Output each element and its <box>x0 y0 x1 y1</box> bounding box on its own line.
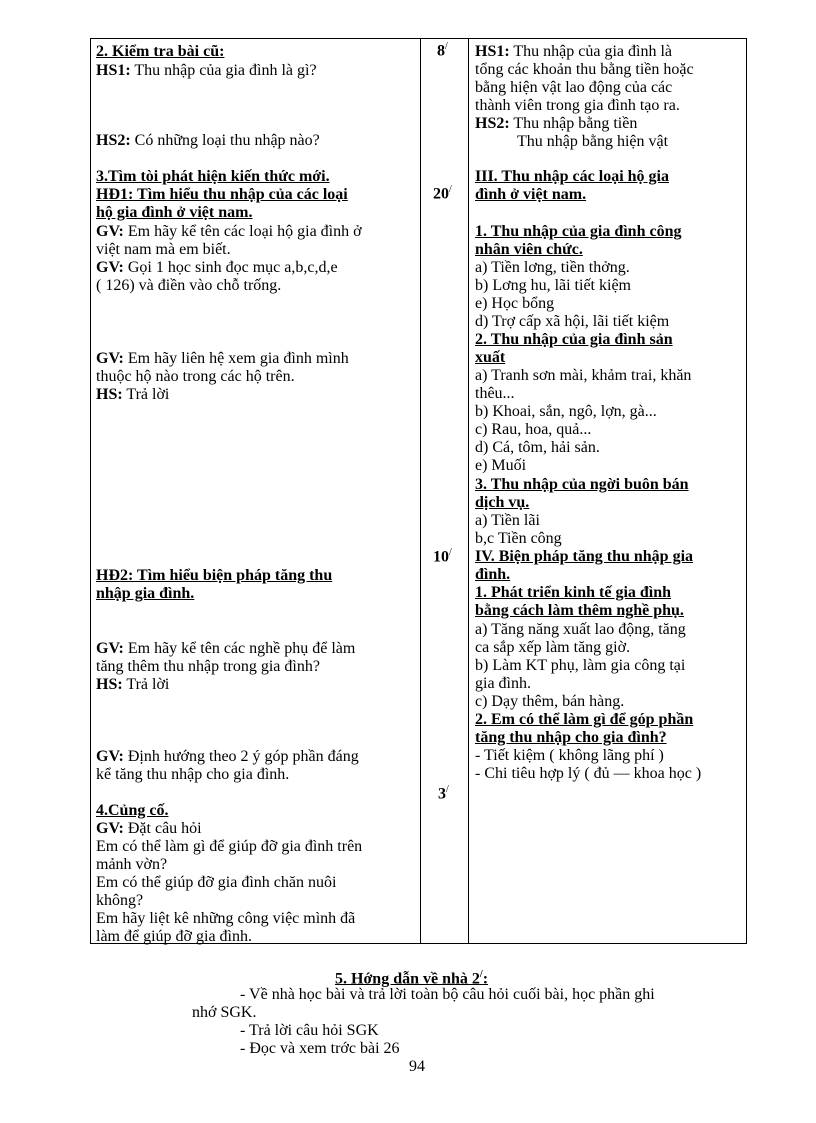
line-text: Thu nhập của gia đình là gì? <box>130 62 317 79</box>
subsection-heading: 2. Em có thể làm gì để góp phần <box>475 711 694 728</box>
section-heading: đình ở việt nam. <box>475 186 587 203</box>
speaker-label: HS2: <box>475 115 510 132</box>
time-value <box>433 184 452 203</box>
time-value <box>437 41 448 60</box>
text-line: không? <box>96 892 144 909</box>
answer-line <box>475 115 637 133</box>
teacher-line <box>96 640 355 658</box>
answer-line <box>475 43 672 61</box>
list-item: b) Lơng hu, lãi tiết kiệm <box>475 277 631 294</box>
list-item: a) Tiền lãi <box>475 512 540 529</box>
list-item: e) Học bổng <box>475 295 555 312</box>
homework-title-mark: / <box>479 969 483 980</box>
subsection-heading: dịch vụ. <box>475 494 530 511</box>
line-text: Em hãy kể tên các loại hộ gia đình ở <box>123 223 362 240</box>
subsection-heading: 1. Phát triển kinh tế gia đình <box>475 584 672 601</box>
line-text: Trả lời <box>122 676 170 693</box>
teacher-line <box>96 223 362 241</box>
subsection-heading: 1. Thu nhập của gia đình công <box>475 223 682 240</box>
list-item: b) Làm KT phụ, làm gia công tại <box>475 657 686 674</box>
text-line: thuộc hộ nào trong các hộ trên. <box>96 368 295 385</box>
page-number: 94 <box>409 1058 425 1075</box>
section-heading-discovery: 3.Tìm tòi phát hiện kiến thức mới. <box>96 168 330 185</box>
section-heading-review: 2. Kiểm tra bài cũ: <box>96 43 225 60</box>
column-divider-1 <box>420 38 421 944</box>
line-text: Đặt câu hỏi <box>123 820 202 837</box>
text-line: mảnh vờn? <box>96 856 168 873</box>
speaker-label: GV: <box>96 748 124 765</box>
homework-title-text: 5. Hớng dẫn về nhà 2 <box>335 970 480 988</box>
time-mark: / <box>449 547 452 558</box>
subsection-heading: tăng thu nhập cho gia đình? <box>475 729 667 746</box>
text-line: Em có thể giúp đỡ gia đình chăn nuôi <box>96 874 337 891</box>
time-number: 10 <box>433 548 449 566</box>
section-heading: đình. <box>475 566 511 583</box>
text-line: Thu nhập bằng hiện vật <box>517 133 669 150</box>
subsection-heading: 2. Thu nhập của gia đình sản <box>475 331 673 348</box>
subsection-heading: bằng cách làm thêm nghề phụ. <box>475 602 684 619</box>
list-item: d) Trợ cấp xã hội, lãi tiết kiệm <box>475 313 670 330</box>
activity-heading: nhập gia đình. <box>96 585 195 602</box>
homework-item: - Về nhà học bài và trả lời toàn bộ câu hỏi cuối bài, học phần ghi <box>240 986 655 1003</box>
section-heading-consolidation: 4.Củng cố. <box>96 802 169 819</box>
line-text: Em hãy liên hệ xem gia đình mình <box>123 350 349 367</box>
text-line: ( 126) và điền vào chỗ trống. <box>96 277 282 294</box>
line-text: Định hướng theo 2 ý góp phần đáng <box>123 748 359 765</box>
speaker-label: GV: <box>96 259 124 276</box>
time-mark: / <box>446 784 449 795</box>
text-line: việt nam mà em biết. <box>96 241 231 258</box>
list-item: a) Tiền lơng, tiền thởng. <box>475 259 630 276</box>
teacher-line <box>96 350 349 368</box>
text-line: làm để giúp đỡ gia đình. <box>96 928 252 945</box>
line-text: Em hãy kể tên các nghề phụ để làm <box>123 640 356 657</box>
activity-heading: hộ gia đình ở việt nam. <box>96 204 253 221</box>
time-number: 3 <box>438 785 446 803</box>
student-line <box>96 386 169 404</box>
homework-item-continued: nhớ SGK. <box>192 1004 257 1021</box>
column-divider-2 <box>468 38 469 944</box>
speaker-label: GV: <box>96 820 124 837</box>
text-line: bằng hiện vật lao động của các <box>475 79 673 96</box>
speaker-label: HS2: <box>96 132 131 149</box>
text-line: tăng thêm thu nhập trong gia đình? <box>96 658 320 675</box>
student-line <box>96 676 169 694</box>
homework-title-end: : <box>482 970 489 988</box>
speaker-label: HS: <box>96 386 123 403</box>
subsection-heading: 3. Thu nhập của ngời buôn bán <box>475 476 689 493</box>
list-item: - Chi tiêu hợp lý ( đủ — khoa học ) <box>475 765 702 782</box>
list-item: c) Rau, hoa, quả... <box>475 421 592 438</box>
homework-item: - Trả lời câu hỏi SGK <box>240 1022 379 1039</box>
list-item: e) Muối <box>475 457 527 474</box>
homework-title <box>335 966 488 988</box>
time-value <box>433 547 452 566</box>
time-number: 20 <box>433 185 449 203</box>
section-heading: III. Thu nhập các loại hộ gia <box>475 168 669 185</box>
text-line: thêu... <box>475 385 515 402</box>
speaker-label: GV: <box>96 223 124 240</box>
list-item: b,c Tiền công <box>475 530 562 547</box>
text-line: ca sắp xếp làm tăng giờ. <box>475 639 631 656</box>
question-line <box>96 62 317 80</box>
line-text: Thu nhập của gia đình là <box>509 43 672 60</box>
speaker-label: GV: <box>96 350 124 367</box>
text-line: tổng các khoản thu bằng tiền hoặc <box>475 61 694 78</box>
section-heading: IV. Biện pháp tăng thu nhập gia <box>475 548 694 565</box>
question-line <box>96 132 320 150</box>
text-line: thành viên trong gia đình tạo ra. <box>475 97 680 114</box>
teacher-line <box>96 820 202 838</box>
speaker-label: HS1: <box>96 62 131 79</box>
time-mark: / <box>445 41 448 52</box>
list-item: b) Khoai, sắn, ngô, lợn, gà... <box>475 403 657 420</box>
activity-heading: HĐ1: Tìm hiểu thu nhập của các loại <box>96 186 348 203</box>
subsection-heading: xuất <box>475 349 506 366</box>
line-text: Có những loại thu nhập nào? <box>130 132 320 149</box>
text-line: Em hãy liệt kê những công việc mình đã <box>96 910 356 927</box>
list-item: a) Tranh sơn mài, khảm trai, khăn <box>475 367 692 384</box>
text-line: Em có thể làm gì để giúp đỡ gia đình trên <box>96 838 363 855</box>
teacher-line <box>96 259 338 277</box>
list-item: a) Tăng năng xuất lao động, tăng <box>475 621 686 638</box>
speaker-label: GV: <box>96 640 124 657</box>
time-mark: / <box>449 184 452 195</box>
speaker-label: HS1: <box>475 43 510 60</box>
activity-heading: HĐ2: Tìm hiểu biện pháp tăng thu <box>96 567 333 584</box>
teacher-line <box>96 748 359 766</box>
time-number: 8 <box>437 42 445 60</box>
text-line: kể tăng thu nhập cho gia đình. <box>96 766 290 783</box>
line-text: Trả lời <box>122 386 170 403</box>
line-text: Gọi 1 học sinh đọc mục a,b,c,d,e <box>123 259 338 276</box>
speaker-label: HS: <box>96 676 123 693</box>
time-value <box>438 784 449 803</box>
list-item: c) Dạy thêm, bán hàng. <box>475 693 625 710</box>
list-item: - Tiết kiệm ( không lãng phí ) <box>475 747 664 764</box>
text-line: gia đình. <box>475 675 531 692</box>
list-item: d) Cá, tôm, hải sản. <box>475 439 600 456</box>
line-text: Thu nhập bằng tiền <box>509 115 638 132</box>
subsection-heading: nhân viên chức. <box>475 241 583 258</box>
homework-item: - Đọc và xem trớc bài 26 <box>240 1040 400 1057</box>
